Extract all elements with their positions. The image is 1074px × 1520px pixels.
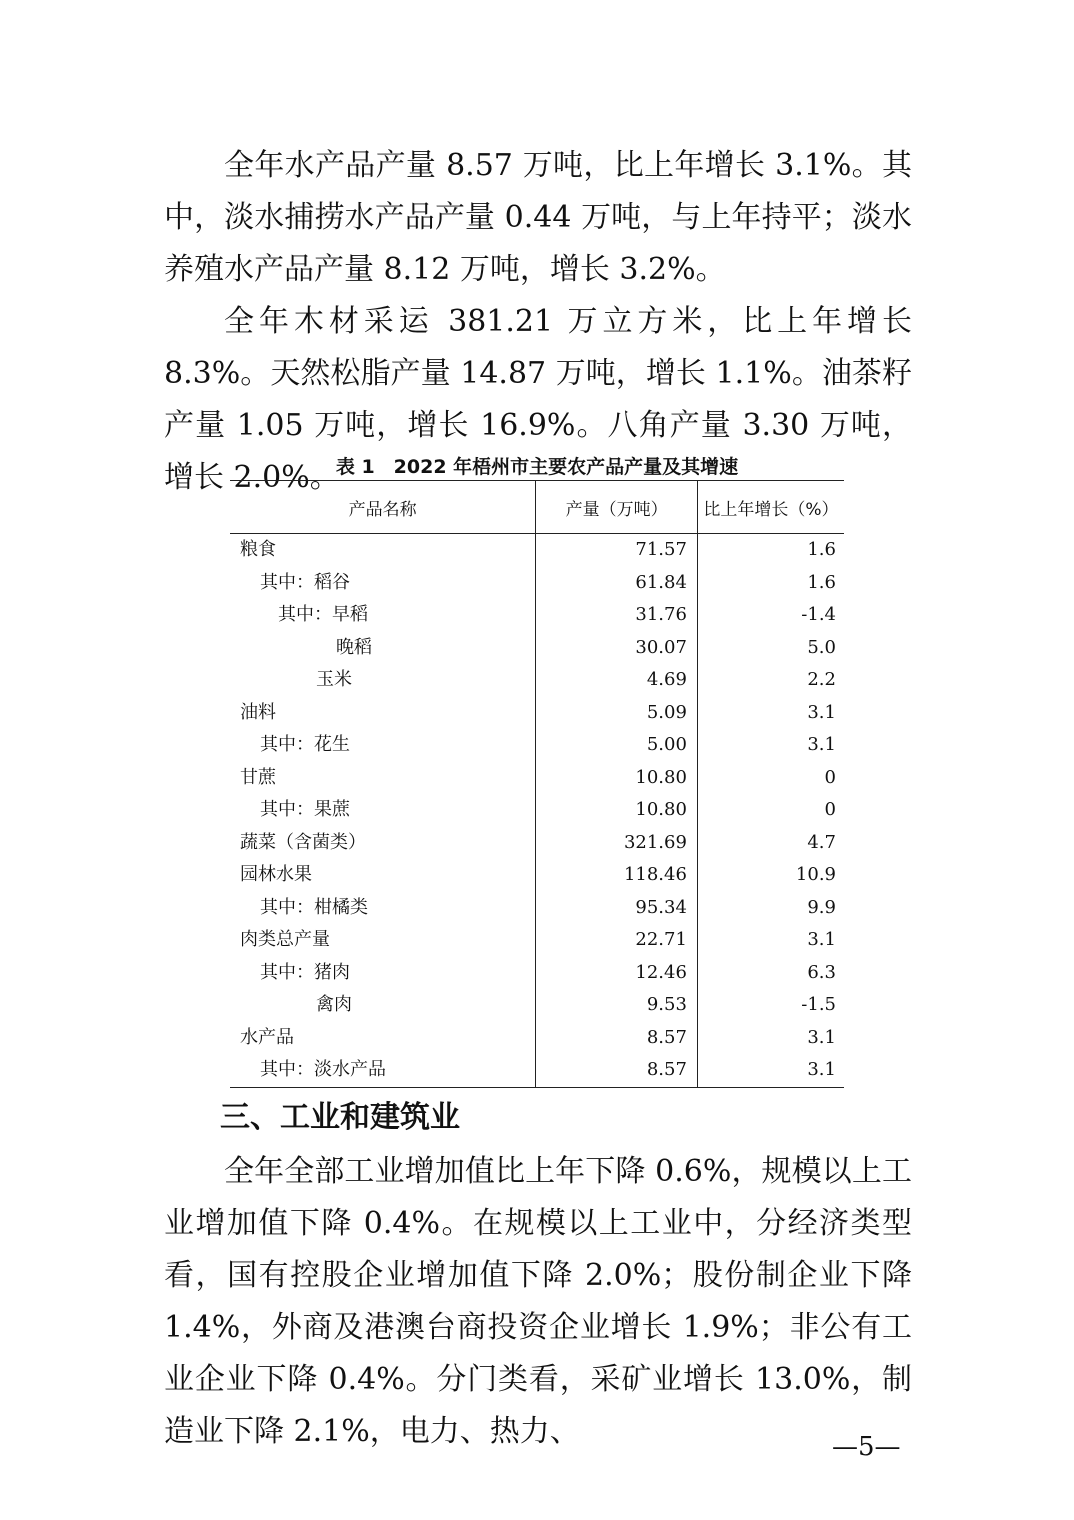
row-name: 禽肉 (316, 994, 352, 1015)
row-growth: 0 (824, 766, 836, 788)
row-growth: -1.4 (801, 604, 836, 625)
row-output: 8.57 (536, 1022, 698, 1055)
row-output: 71.57 (536, 534, 698, 567)
row-name: 其中：早稻 (278, 604, 368, 625)
paragraph-industry: 全年全部工业增加值比上年下降 0.6%，规模以上工业增加值下降 0.4%。在规模以上工业中，分经济类型看，国有控股企业增加值下降 2.0%；股份制企业下降 1.4%，外商及港澳台商投资企业增长 1.9%；非公有工业企业下降 0.4%。分门类看，采矿业增长 13.0%，制造业下降 2.1%，电力、热力、 (164, 1154, 912, 1449)
row-output: 22.71 (536, 924, 698, 957)
row-name: 肉类总产量 (240, 929, 330, 950)
header-growth: 比上年增长（%） (697, 481, 844, 534)
row-name: 玉米 (316, 669, 352, 690)
row-growth: 6.3 (807, 961, 836, 983)
row-name: 水产品 (240, 1026, 294, 1048)
table-row (230, 762, 844, 795)
table-row (230, 729, 844, 762)
row-output: 61.84 (536, 567, 698, 600)
table-row (230, 599, 844, 632)
row-name: 甘蔗 (240, 766, 276, 788)
paragraph-aquatic-products: 全年水产品产量 8.57 万吨，比上年增长 3.1%。其中，淡水捕捞水产品产量 0.44 万吨，与上年持平；淡水养殖水产品产量 8.12 万吨，增长 3.2%。 (164, 148, 912, 287)
row-growth: 3.1 (807, 701, 836, 723)
row-output: 4.69 (536, 664, 698, 697)
table-row (230, 1022, 844, 1055)
row-output: 12.46 (536, 957, 698, 990)
row-output: 10.80 (536, 794, 698, 827)
row-name: 油料 (240, 701, 276, 723)
row-growth: 9.9 (807, 896, 836, 918)
row-growth: 1.6 (807, 539, 836, 560)
table-row (230, 859, 844, 892)
row-growth: 0 (824, 799, 836, 820)
row-output: 10.80 (536, 762, 698, 795)
row-output: 321.69 (536, 827, 698, 860)
table-row (230, 632, 844, 665)
row-growth: 3.1 (807, 1026, 836, 1048)
row-growth: 3.1 (807, 734, 836, 755)
row-output: 118.46 (536, 859, 698, 892)
row-name: 园林水果 (240, 864, 312, 885)
table-row (230, 924, 844, 957)
row-name: 其中：稻谷 (260, 571, 350, 593)
row-name: 蔬菜（含菌类） (240, 831, 366, 853)
row-output: 8.57 (536, 1054, 698, 1087)
header-output: 产量（万吨） (536, 481, 698, 534)
row-output: 30.07 (536, 632, 698, 665)
row-output: 5.09 (536, 697, 698, 730)
row-name: 粮食 (240, 539, 276, 560)
row-growth: 2.2 (807, 669, 836, 690)
row-output: 5.00 (536, 729, 698, 762)
table-header-row (230, 481, 844, 534)
row-output: 95.34 (536, 892, 698, 925)
row-name: 其中：果蔗 (260, 799, 350, 820)
row-growth: 3.1 (697, 1054, 844, 1087)
row-growth: 3.1 (807, 929, 836, 950)
row-growth: 5.0 (807, 636, 836, 658)
agriculture-output-table (230, 480, 844, 1088)
row-output: 31.76 (536, 599, 698, 632)
table-row (230, 534, 844, 567)
table-row (230, 989, 844, 1022)
row-growth: 10.9 (795, 864, 836, 885)
table-row (230, 957, 844, 990)
page-number: —5— (832, 1432, 901, 1462)
paragraph-forestry: 全年木材采运 381.21 万立方米，比上年增长 8.3%。天然松脂产量 14.87 万吨，增长 1.1%。油茶籽产量 1.05 万吨，增长 16.9%。八角产量 3.30 万吨，增长 2.0%。 (164, 304, 912, 495)
row-name: 其中：柑橘类 (260, 896, 368, 918)
table-row (230, 892, 844, 925)
row-name: 其中：猪肉 (260, 961, 350, 983)
section-heading-industry: 三、工业和建筑业 (220, 1100, 460, 1135)
table-row (230, 827, 844, 860)
row-growth: 4.7 (807, 831, 836, 853)
row-growth: -1.5 (801, 994, 836, 1015)
table-row (230, 664, 844, 697)
table-row (230, 1054, 844, 1087)
table-row (230, 567, 844, 600)
row-name: 晚稻 (336, 636, 372, 658)
header-product-name: 产品名称 (230, 481, 536, 534)
row-growth: 1.6 (807, 571, 836, 593)
row-name: 其中：花生 (260, 734, 350, 755)
row-output: 9.53 (536, 989, 698, 1022)
table-row (230, 794, 844, 827)
table-title: 表 1 2022 年梧州市主要农产品产量及其增速 (335, 456, 739, 478)
table-row (230, 697, 844, 730)
row-name: 其中：淡水产品 (230, 1054, 536, 1087)
